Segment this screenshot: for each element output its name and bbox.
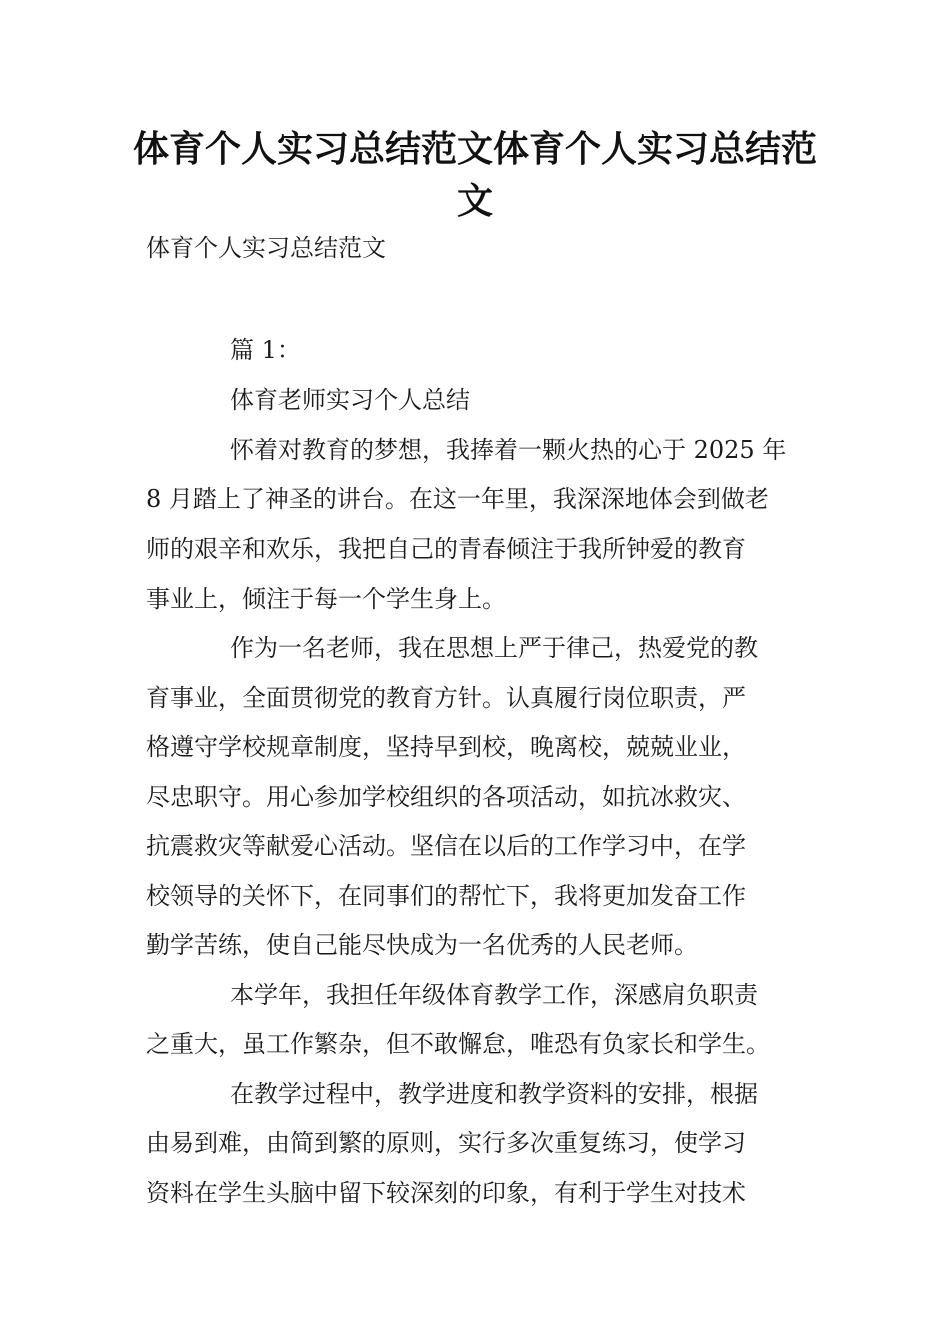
paragraph-line: 勤学苦练，使自己能尽快成为一名优秀的人民老师。 [146, 931, 698, 959]
paragraph-line: 怀着对教育的梦想，我捧着一颗火热的心于 2025 年 [230, 436, 787, 464]
paragraph-line: 师的艰辛和欢乐，我把自己的青春倾注于我所钟爱的教育 [146, 535, 746, 563]
paragraph-line: 校领导的关怀下，在同事们的帮忙下，我将更加发奋工作 [146, 882, 746, 910]
paragraph-line: 资料在学生头脑中留下较深刻的印象，有利于学生对技术 [146, 1179, 746, 1207]
paragraph-line: 之重大，虽工作繁杂，但不敢懈怠，唯恐有负家长和学生。 [146, 1030, 770, 1058]
section-heading: 体育老师实习个人总结 [230, 386, 470, 414]
paragraph-line: 尽忠职守。用心参加学校组织的各项活动，如抗冰救灾、 [146, 783, 746, 811]
paragraph-line: 抗震救灾等献爱心活动。坚信在以后的工作学习中，在学 [146, 832, 746, 860]
paragraph-line: 育事业，全面贯彻党的教育方针。认真履行岗位职责，严 [146, 684, 746, 712]
paragraph-line: 格遵守学校规章制度，坚持早到校，晚离校，兢兢业业， [146, 733, 746, 761]
paragraph-line: 8 月踏上了神圣的讲台。在这一年里，我深深地体会到做老 [146, 485, 769, 513]
document-subtitle: 体育个人实习总结范文 [146, 234, 386, 262]
paragraph-line: 由易到难，由简到繁的原则，实行多次重复练习，使学习 [146, 1129, 746, 1157]
document-title: 体育个人实习总结范文体育个人实习总结范文 [132, 129, 817, 222]
paragraph-line: 作为一名老师，我在思想上严于律己，热爱党的教 [230, 634, 758, 662]
paragraph-line: 事业上，倾注于每一个学生身上。 [146, 585, 506, 613]
section-label: 篇 1： [230, 336, 301, 364]
paragraph-line: 本学年，我担任年级体育教学工作，深感肩负职责 [230, 981, 758, 1009]
paragraph-line: 在教学过程中，教学进度和教学资料的安排，根据 [230, 1080, 758, 1108]
